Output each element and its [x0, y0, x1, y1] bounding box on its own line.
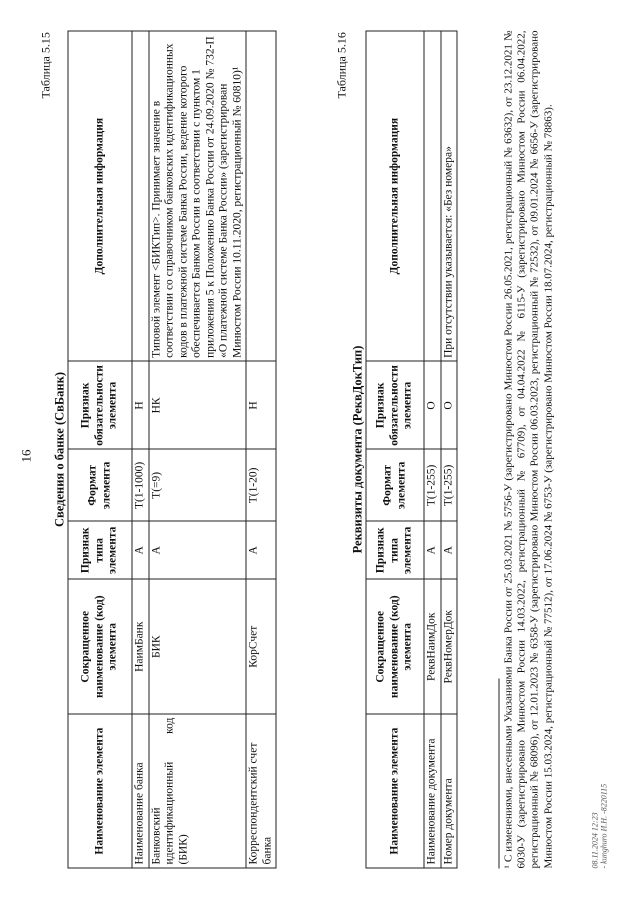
- header-cell: Признак обязательности элемента: [68, 361, 132, 449]
- table-cell: T(1-1000): [132, 449, 149, 521]
- document-requisites-table: [366, 31, 458, 869]
- header-cell: Признак типа элемента: [366, 521, 424, 579]
- table-cell: А: [441, 521, 458, 579]
- table-cell: НК: [149, 361, 247, 449]
- footnote-separator: [499, 679, 500, 869]
- table-cell: О: [441, 361, 458, 449]
- header-cell: Формат элемента: [68, 449, 132, 521]
- header-cell: Признак обязательности элемента: [366, 361, 424, 449]
- table-cell: А: [132, 521, 149, 579]
- table-cell: НаимБанк: [132, 579, 149, 714]
- table-cell: РеквНаимДок: [424, 579, 441, 714]
- header-cell: Наименование элемента: [366, 714, 424, 868]
- table-cell: Наименование документа: [424, 714, 441, 868]
- table-cell: [132, 31, 149, 361]
- table1-label: Таблица 5.15: [38, 32, 53, 99]
- stamp-line: - kunghuro И.Н. -8220115: [599, 783, 609, 869]
- table-header-row: [68, 31, 132, 868]
- rotated-page: [1, 0, 640, 905]
- table-cell: А: [149, 521, 247, 579]
- table-row: [441, 31, 458, 868]
- table2-label: Таблица 5.16: [334, 32, 349, 99]
- table-header-row: [366, 31, 424, 868]
- scan-stamp: [591, 784, 609, 869]
- footnote: ¹ С изменениями, внесенными Указаниями Банка России от 25.03.2021 № 5756-У (зарегистрировано Минюстом России 26.05.2021, регистрационный № 63632), от 23.12.2021 № 6030-У (зарегистрировано Минюстом России 14.03.2022, регистрационный № 67709), от 04.04.2022 № 6115-У (зарегистрировано Минюстом России 06.04.2022, регистрационный № 68096), от 12.01.2023 № 6358-У (зарегистрировано Минюстом России 06.03.2023, регистрационный № 72532), от 09.01.2024 № 6656-У (зарегистрировано Минюстом России 15.03.2024, регистрационный № 77512), от 17.06.2024 № 6753-У (зарегистрировано Минюстом России 18.07.2024, регистрационный № 78863).: [502, 30, 555, 869]
- table-cell: БИК: [149, 579, 247, 714]
- table1-title: Сведения о банке (СвБанк): [52, 372, 67, 527]
- table-cell: А: [424, 521, 441, 579]
- table-cell: А: [246, 521, 276, 579]
- table-cell: О: [424, 361, 441, 449]
- table-cell: T(1-20): [246, 449, 276, 521]
- header-cell: Сокращенное наименование (код) элемента: [68, 579, 132, 714]
- table-cell: Н: [246, 361, 276, 449]
- table-cell: Корреспондентский счет банка: [246, 714, 276, 868]
- bank-info-table: [68, 31, 277, 869]
- header-cell: Сокращенное наименование (код) элемента: [366, 579, 424, 714]
- header-cell: Дополнительная информация: [68, 31, 132, 361]
- header-cell: Признак типа элемента: [68, 521, 132, 579]
- table-row: [132, 31, 149, 868]
- table-cell: КорСчет: [246, 579, 276, 714]
- table-cell: T(=9): [149, 449, 247, 521]
- table-cell: T(1-255): [424, 449, 441, 521]
- table-cell: Н: [132, 361, 149, 449]
- table-cell: Типовой элемент <БИКТип>. Принимает значение в соответствии со справочником банковских идентификационных кодов в платежной системе Банка России, ведение которого обеспечивается Банком России в соответствии с пунктом 1 приложения 5 к Положению Банка России от 24.09.2020 № 732-П «О платежной системе Банка России» (зарегистрирован Минюстом России 10.11.2020, регистрационный № 60810)¹: [149, 31, 247, 361]
- table-cell: При отсутствии указывается: «Без номера»: [441, 31, 458, 361]
- table-row: [246, 31, 276, 868]
- table-row: [149, 31, 247, 868]
- table-cell: Номер документа: [441, 714, 458, 868]
- table-cell: [424, 31, 441, 361]
- table-cell: Банковский идентификационный код (БИК): [149, 714, 247, 868]
- header-cell: Дополнительная информация: [366, 31, 424, 361]
- page-number: 16: [18, 449, 34, 463]
- stamp-line: 08.11.2024 12:23: [590, 812, 600, 869]
- header-cell: Формат элемента: [366, 449, 424, 521]
- table2-title: Реквизиты документа (РеквДокТип): [350, 345, 365, 554]
- table-cell: T(1-255): [441, 449, 458, 521]
- table-cell: [246, 31, 276, 361]
- table-row: [424, 31, 441, 868]
- table-cell: РеквНомерДок: [441, 579, 458, 714]
- header-cell: Наименование элемента: [68, 714, 132, 868]
- table-cell: Наименование банка: [132, 714, 149, 868]
